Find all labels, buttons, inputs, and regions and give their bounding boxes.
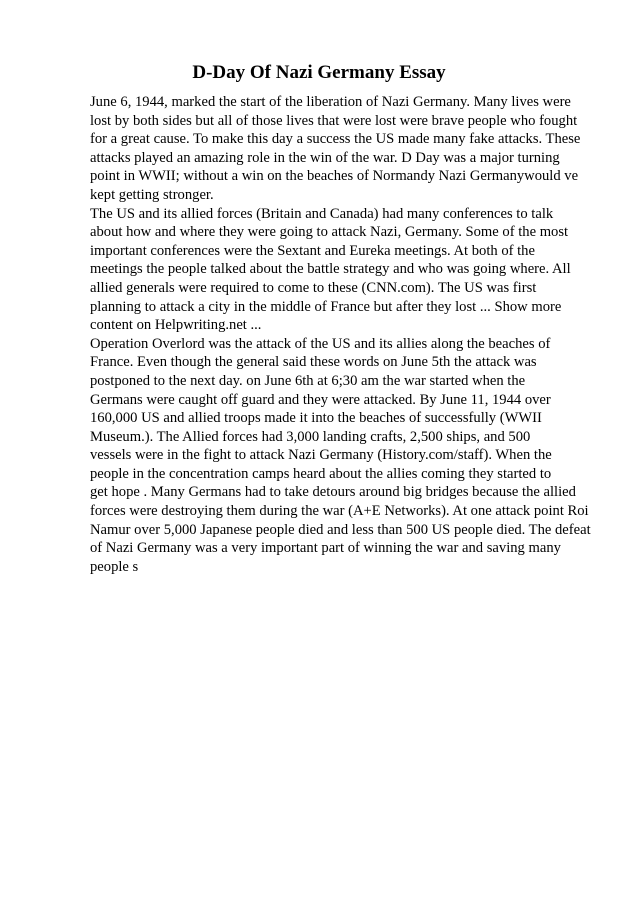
body-line: Operation Overlord was the attack of the US and its allies along the beaches of: [90, 335, 551, 352]
body-line: lost by both sides but all of those lives that were lost were brave people who fought: [90, 112, 578, 129]
body-line: important conferences were the Sextant and Eureka meetings. At both of the: [90, 242, 535, 259]
body-line: people in the concentration camps heard about the allies coming they started to: [90, 465, 552, 482]
body-line: The US and its allied forces (Britain and Canada) had many conferences to talk: [90, 205, 554, 222]
body-line: France. Even though the general said these words on June 5th the attack was: [90, 354, 537, 371]
body-line: June 6, 1944, marked the start of the liberation of Nazi Germany. Many lives were: [90, 94, 571, 110]
body-line: planning to attack a city in the middle of France but after they lost ... Show more: [90, 298, 562, 315]
body-line: 160,000 US and allied troops made it into the beaches of successfully (WWII: [90, 410, 542, 427]
body-line: attacks played an amazing role in the win of the war. D Day was a major turning: [90, 149, 560, 166]
body-line: allied generals were required to come to these (CNN.com). The US was first: [90, 279, 537, 296]
body-line: content on Helpwriting.net ...: [90, 317, 262, 334]
body-line: for a great cause. To make this day a success the US made many fake attacks. These: [90, 131, 581, 148]
document-body: [90, 93, 590, 576]
body-line: get hope . Many Germans had to take detours around big bridges because the allied: [90, 484, 576, 501]
body-line: kept getting stronger.: [90, 186, 214, 203]
body-line: forces were destroying them during the war (A+E Networks). At one attack point Roi: [90, 503, 589, 520]
body-line: point in WWII; without a win on the beaches of Normandy Nazi Germanywould ve: [90, 168, 579, 185]
body-line: people s: [90, 558, 139, 575]
body-line: about how and where they were going to attack Nazi, Germany. Some of the most: [90, 224, 569, 241]
body-line: Germans were caught off guard and they were attacked. By June 11, 1944 over: [90, 391, 551, 408]
body-line: postponed to the next day. on June 6th at 6;30 am the war started when the: [90, 372, 526, 389]
body-line: Museum.). The Allied forces had 3,000 landing crafts, 2,500 ships, and 500: [90, 428, 531, 445]
body-line: Namur over 5,000 Japanese people died and less than 500 US people died. The defeat: [90, 521, 591, 538]
document-title: D-Day Of Nazi Germany Essay: [192, 62, 446, 83]
body-line: of Nazi Germany was a very important part of winning the war and saving many: [90, 540, 561, 557]
body-line: meetings the people talked about the battle strategy and who was going where. All: [90, 261, 571, 278]
body-line: vessels were in the fight to attack Nazi Germany (History.com/staff). When the: [90, 447, 552, 464]
